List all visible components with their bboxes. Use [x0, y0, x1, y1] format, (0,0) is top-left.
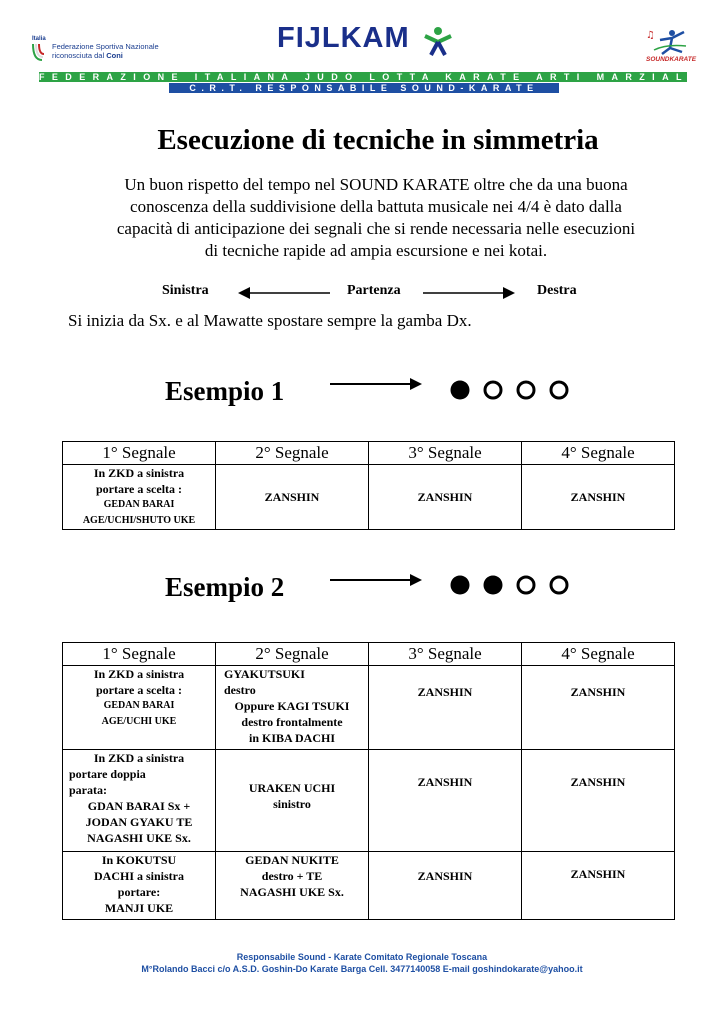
coni-line2 [52, 51, 159, 60]
beat-dot-empty [551, 382, 567, 398]
coni-text [52, 42, 159, 60]
example-2-label: Esempio 2 [165, 572, 285, 602]
header-cell: 3° Segnale [369, 442, 522, 465]
signal-2-cell [216, 852, 369, 920]
cell-line: Oppure KAGI TSUKI [234, 699, 350, 713]
sound-karate-figure-icon [642, 26, 692, 56]
table-row [63, 666, 675, 750]
beat-dot-filled [484, 576, 503, 595]
example-2-beat-dots [449, 574, 571, 596]
signal-3-cell: ZANSHIN [369, 852, 522, 920]
footer-line2: M°Rolando Bacci c/o A.S.D. Goshin-Do Karate Barga Cell. 3477140058 E-mail goshindokarate@yahoo.it [141, 964, 583, 974]
coni-line2-prefix: riconosciuta dal [52, 51, 107, 60]
cell-line: NAGASHI UKE Sx. [240, 885, 344, 899]
signal-4-cell: ZANSHIN [522, 750, 675, 852]
cell-line: GEDAN NUKITE [245, 853, 339, 867]
arrow-right-icon [421, 286, 515, 300]
header-cell: 3° Segnale [369, 643, 522, 666]
footer-line1: Responsabile Sound - Karate Comitato Regionale Toscana [236, 952, 488, 962]
cell-line: destro frontalmente [241, 715, 343, 729]
header-cell: 1° Segnale [63, 643, 216, 666]
example-2-arrow-icon [330, 572, 422, 588]
cell-line-small: GEDAN BARAI [103, 499, 175, 510]
signal-1-cell [63, 465, 216, 530]
cell-line: portare a scelta : [95, 482, 183, 496]
example-1-label: Esempio 1 [165, 376, 285, 406]
signal-3-cell: ZANSHIN [369, 750, 522, 852]
cell-line: GDAN BARAI Sx + [87, 799, 191, 813]
header-cell: 4° Segnale [522, 442, 675, 465]
table-row [63, 750, 675, 852]
example-1-table [62, 441, 675, 530]
direction-center-label: Partenza [347, 283, 401, 298]
signal-2-cell: ZANSHIN [216, 465, 369, 530]
signal-1-cell [63, 852, 216, 920]
example-1-arrow-icon [330, 376, 422, 392]
cell-line: MANJI UKE [104, 901, 174, 915]
cell-line: destro + TE [261, 869, 323, 883]
signal-4-cell: ZANSHIN [522, 465, 675, 530]
beat-dot-empty [518, 382, 534, 398]
page-title: Esecuzione di tecniche in simmetria [157, 124, 599, 156]
cell-line-small: AGE/UCHI UKE [101, 716, 177, 727]
intro-line: di tecniche rapide ad ampia escursione e nei kotai. [204, 241, 548, 260]
signal-4-cell: ZANSHIN [522, 666, 675, 750]
direction-row [0, 283, 724, 303]
beat-dot-filled [451, 381, 470, 400]
beat-dot-empty [551, 577, 567, 593]
sound-karate-logo [642, 26, 697, 66]
cell-line: GYAKUTSUKI [224, 667, 305, 681]
table-header-row [63, 643, 675, 666]
crt-banner: C.R.T. RESPONSABILE SOUND-KARATE [169, 83, 559, 93]
sound-karate-logo-text: SOUNDKARATE [646, 56, 697, 63]
signal-3-cell: ZANSHIN [369, 465, 522, 530]
cell-line: NAGASHI UKE Sx. [87, 831, 191, 845]
table-header-row [63, 442, 675, 465]
fijlkam-logo [277, 24, 453, 58]
cell-line-small: AGE/UCHI/SHUTO UKE [82, 515, 196, 526]
cell-line: in KIBA DACHI [248, 731, 336, 745]
federation-banner: FEDERAZIONE ITALIANA JUDO LOTTA KARATE ARTI MARZIALI [39, 72, 699, 82]
signal-4-cell: ZANSHIN [522, 852, 675, 920]
instruction-note: Si inizia da Sx. e al Mawatte spostare sempre la gamba Dx. [68, 311, 472, 330]
header-cell: 2° Segnale [216, 442, 369, 465]
signal-2-cell [216, 666, 369, 750]
signal-2-cell [216, 750, 369, 852]
signal-1-cell [63, 666, 216, 750]
header-cell: 1° Segnale [63, 442, 216, 465]
cell-line: portare: [117, 885, 161, 899]
header-cell: 2° Segnale [216, 643, 369, 666]
arrow-left-icon [238, 286, 332, 300]
signal-3-cell: ZANSHIN [369, 666, 522, 750]
example-2-table [62, 642, 675, 920]
footer [0, 951, 724, 975]
cell-line: In ZKD a sinistra [93, 667, 185, 681]
coni-logo [30, 34, 170, 62]
direction-left-label: Sinistra [162, 283, 209, 298]
direction-right-label: Destra [537, 283, 577, 298]
cell-line: DACHI a sinistra [93, 869, 184, 883]
example-1-beat-dots [449, 379, 571, 401]
beat-dot-filled [451, 576, 470, 595]
cell-line: JODAN GYAKU TE [85, 815, 193, 829]
svg-text:♫: ♫ [646, 30, 655, 41]
coni-line2-brand: Coni [106, 51, 123, 60]
cell-line: parata: [69, 783, 107, 797]
intro-line: capacità di anticipazione dei segnali che si rende necessaria nelle esecuzioni [116, 219, 636, 238]
cell-line: sinistro [273, 797, 311, 811]
cell-line: destro [224, 683, 256, 697]
cell-line: In ZKD a sinistra [93, 466, 185, 480]
table-row [63, 852, 675, 920]
header-cell: 4° Segnale [522, 643, 675, 666]
beat-dot-empty [518, 577, 534, 593]
fijlkam-figure-icon [423, 26, 453, 56]
cell-line-small: GEDAN BARAI [103, 700, 175, 711]
coni-line1: Federazione Sportiva Nazionale [52, 42, 159, 51]
cell-line: In ZKD a sinistra [93, 751, 185, 765]
intro-line: Un buon rispetto del tempo nel SOUND KARATE oltre che da una buona [124, 175, 628, 194]
table-row [63, 465, 675, 530]
intro-paragraph [62, 174, 690, 262]
beat-dot-empty [485, 382, 501, 398]
intro-line: conoscenza della suddivisione della battuta musicale nei 4/4 è dato dalla [130, 197, 622, 216]
cell-line: In KOKUTSU [101, 853, 177, 867]
cell-line: URAKEN UCHI [248, 781, 336, 795]
coni-italia-label: Italia [32, 36, 46, 42]
fijlkam-logo-text: FIJLKAM [277, 22, 410, 54]
signal-1-cell [63, 750, 216, 852]
cell-line: portare doppia [69, 767, 146, 781]
cell-line: portare a scelta : [95, 683, 183, 697]
